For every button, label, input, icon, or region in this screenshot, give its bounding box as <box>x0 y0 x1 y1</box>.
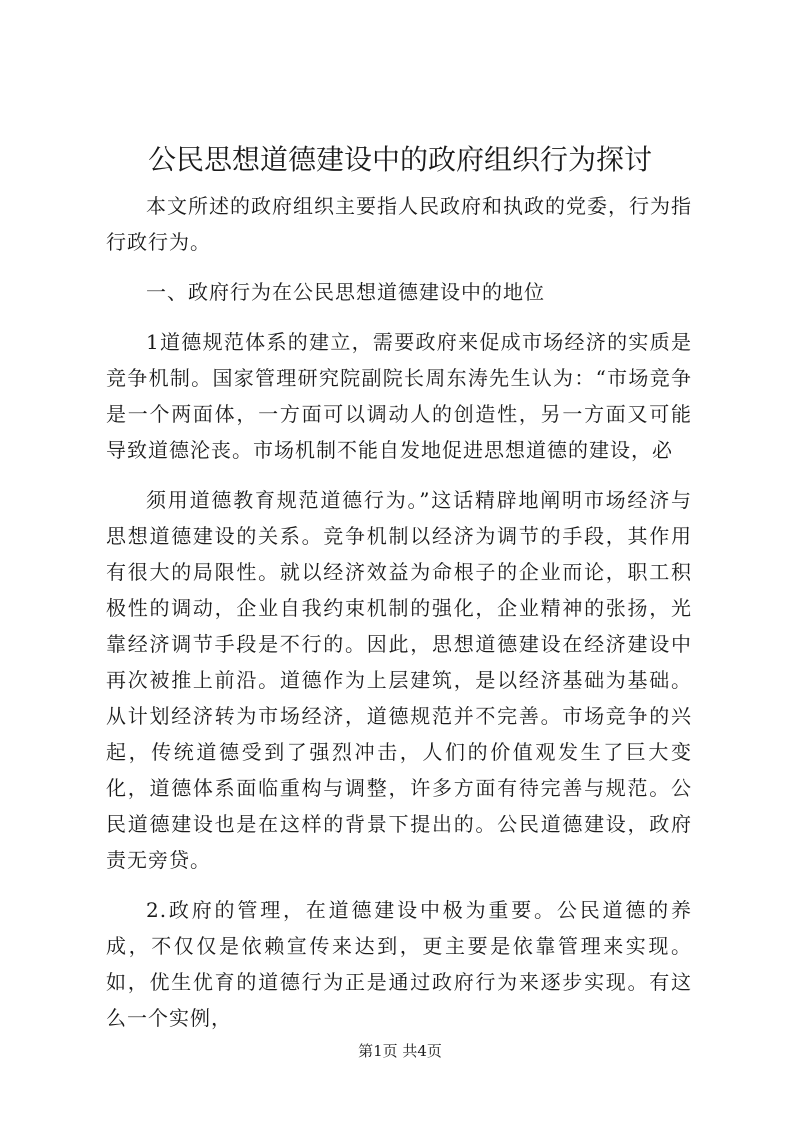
document-title: 公民思想道德建设中的政府组织行为探讨 <box>147 143 652 176</box>
page-number-footer: 第1页 共4页 <box>358 1042 442 1060</box>
section-heading: 一、政府行为在公民思想道德建设中的地位 <box>146 280 545 304</box>
paragraph-intro: 本文所述的政府组织主要指人民政府和执政的党委，行为指行政行为。 <box>106 194 692 254</box>
paragraph-1: 1道德规范体系的建立，需要政府来促成市场经济的实质是竞争机制。国家管理研究院副院长周东涛先生认为：“市场竞争是一个两面体，一方面可以调动人的创造性，另一方面又可能导致道德沦丧。市场机制不能自发地促进思想道德的建设，必 <box>106 330 692 462</box>
document-body <box>106 188 692 1036</box>
paragraph-2: 2.政府的管理，在道德建设中极为重要。公民道德的养成，不仅仅是依赖宣传来达到，更主要是依靠管理来实现。如，优生优育的道德行为正是通过政府行为来逐步实现。有这么一个实例， <box>106 898 692 1030</box>
paragraph-1-continued: 须用道德教育规范道德行为。”这话精辟地阐明市场经济与思想道德建设的关系。竞争机制以经济为调节的手段，其作用有很大的局限性。就以经济效益为命根子的企业而论，职工积极性的调动，企业自我约束机制的强化，企业精神的张扬，光靠经济调节手段是不行的。因此，思想道德建设在经济建设中再次被推上前沿。道德作为上层建筑，是以经济基础为基础。从计划经济转为市场经济，道德规范并不完善。市场竞争的兴起，传统道德受到了强烈冲击，人们的价值观发生了巨大变化，道德体系面临重构与调整，许多方面有待完善与规范。公民道德建设也是在这样的背景下提出的。公民道德建设，政府责无旁贷。 <box>106 488 692 872</box>
